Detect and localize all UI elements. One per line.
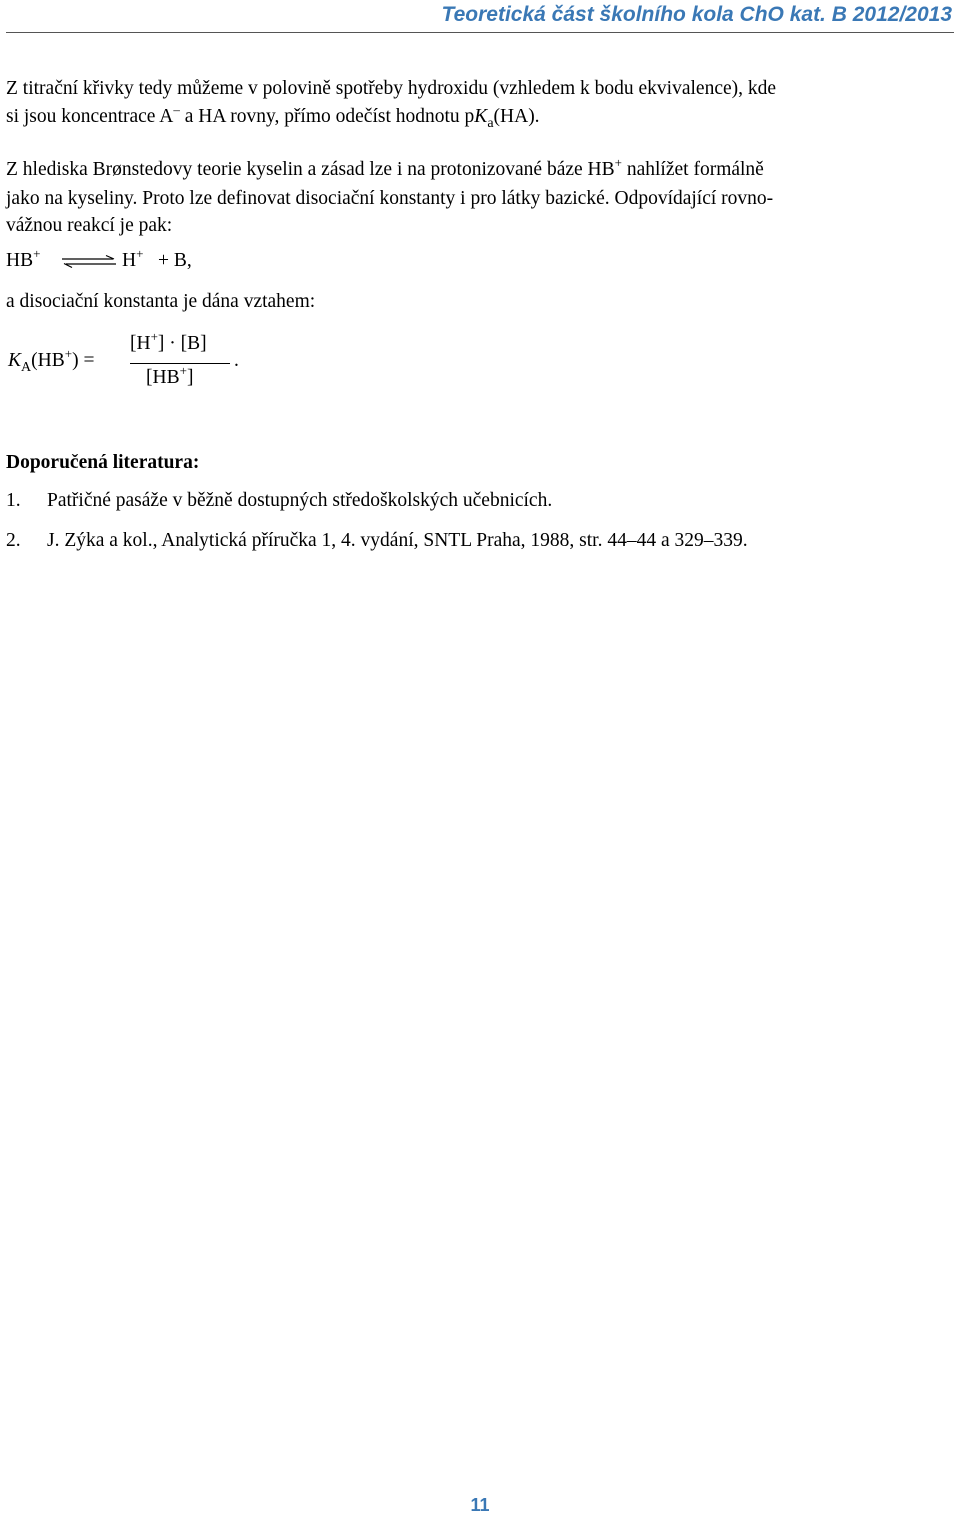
equilibrium-arrow-icon xyxy=(58,254,122,270)
superscript-minus: – xyxy=(173,101,180,117)
page-number: 11 xyxy=(470,1495,490,1515)
formula-denominator: [HB+] xyxy=(146,363,194,388)
paragraph-line: vážnou reakcí je pak: xyxy=(6,215,173,236)
paragraph-line: si jsou koncentrace A– a HA rovny, přímo odečíst hodnotu $pK_a(HA)$. xyxy=(6,101,540,131)
literature-heading: Doporučená literatura: xyxy=(6,452,200,473)
header-title: Teoretická část školního kola ChO kat. B 2012/2013 xyxy=(441,3,952,26)
formula-numerator: [H+] · [B] xyxy=(130,329,207,354)
product-h: H+ xyxy=(122,246,144,271)
paragraph-line: Z hlediska Brønstedovy teorie kyselin a zásad lze i na protonizované báze HB+ nahlížet formálně xyxy=(6,155,764,180)
reaction-equation xyxy=(6,246,406,280)
paragraph-bronsted xyxy=(6,156,951,240)
literature-item: 2. J. Zýka a kol., Analytická příručka 1, 4. vydání, SNTL Praha, 1988, str. 44–44 a 329–339. xyxy=(6,530,748,551)
dissociation-formula xyxy=(6,330,306,400)
product-b: + B, xyxy=(158,250,192,271)
literature-item: 1. Patřičné pasáže v běžně dostupných středoškolských učebnicích. xyxy=(6,490,553,511)
paragraph-constant: a disociační konstanta je dána vztahem: xyxy=(6,291,316,312)
formula-lhs: $K_A(HB^+)$ = xyxy=(8,346,95,375)
header-divider xyxy=(6,32,954,33)
formula-period: . xyxy=(234,350,239,371)
paragraph-line: jako na kyseliny. Proto lze definovat disociační konstanty i pro látky bazické. Odpovídající rovno- xyxy=(6,187,774,209)
paragraph-line: Z titrační křivky tedy můžeme v polovině spotřeby hydroxidu (vzhledem k bodu ekvivalence), kde xyxy=(6,78,777,99)
paragraph-titration xyxy=(6,75,951,132)
reactant: HB+ xyxy=(6,246,41,271)
